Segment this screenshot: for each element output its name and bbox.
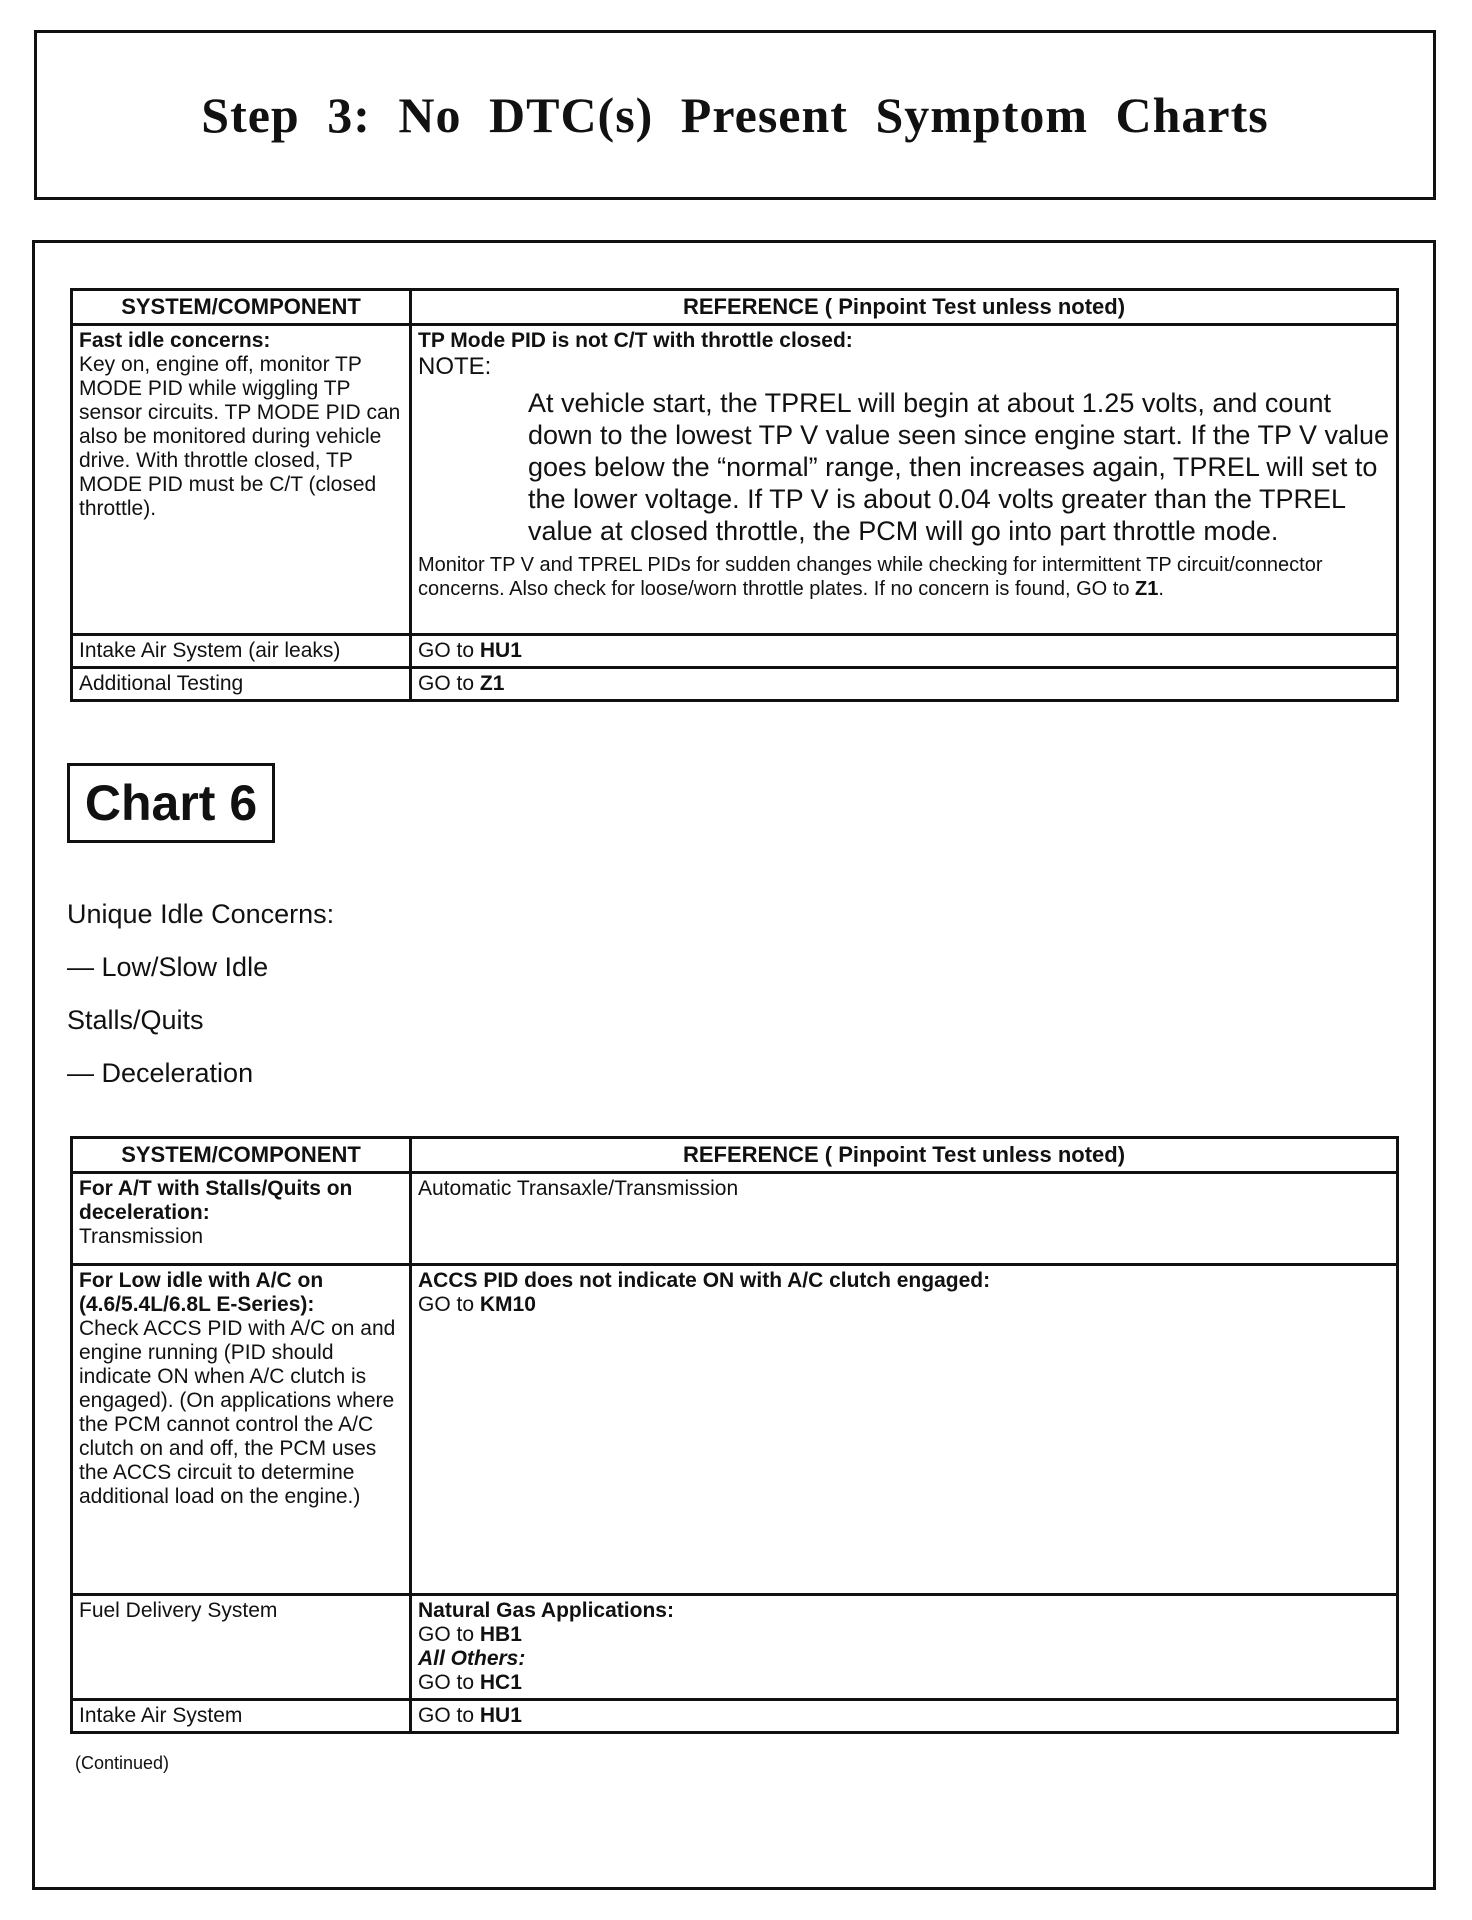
system-title: For Low idle with A/C on (4.6/5.4L/6.8L E-Series): xyxy=(79,1269,324,1316)
system-text: Key on, engine off, monitor TP MODE PID while wiggling TP sensor circuits. TP MODE PID can also be monitored during vehicle drive. With throttle closed, TP MODE PID must be C/T (closed throttle). xyxy=(79,353,401,520)
table-header-row xyxy=(72,1138,1398,1173)
system-cell xyxy=(72,325,411,635)
reference-code: HU1 xyxy=(479,1704,522,1727)
table-row xyxy=(72,668,1398,701)
reference-code: Z1 xyxy=(1135,578,1159,600)
table-header-row xyxy=(72,290,1398,325)
system-cell xyxy=(72,1265,411,1595)
symptom-table-1 xyxy=(70,288,1399,702)
go-to-text: GO to xyxy=(418,1293,475,1316)
column-header-reference: REFERENCE ( Pinpoint Test unless noted) xyxy=(411,1138,1398,1173)
chart-heading: Chart 6 xyxy=(67,763,275,843)
symptom-table-2 xyxy=(70,1136,1399,1734)
go-to-text: GO to xyxy=(418,1704,475,1727)
content-box xyxy=(32,240,1436,1890)
system-cell: Intake Air System (air leaks) xyxy=(72,635,411,668)
go-to-text: GO to xyxy=(418,1623,475,1646)
table-row xyxy=(72,1595,1398,1700)
system-title: Fast idle concerns: xyxy=(79,329,271,352)
continued-note: (Continued) xyxy=(75,1753,170,1773)
system-cell: Additional Testing xyxy=(72,668,411,701)
concern-item: — Low/Slow Idle xyxy=(67,952,269,982)
reference-cell xyxy=(411,668,1398,701)
system-title: For A/T with Stalls/Quits on deceleration: xyxy=(79,1177,353,1224)
column-header-system: SYSTEM/COMPONENT xyxy=(72,290,411,325)
go-to-text: GO to xyxy=(418,1671,475,1694)
reference-code: HC1 xyxy=(479,1671,522,1694)
concern-item: Stalls/Quits xyxy=(67,1005,204,1035)
reference-text xyxy=(418,553,1390,601)
reference-title: TP Mode PID is not C/T with throttle closed: xyxy=(418,329,853,352)
reference-code: Z1 xyxy=(479,672,505,695)
table-row xyxy=(72,635,1398,668)
reference-title: ACCS PID does not indicate ON with A/C clutch engaged: xyxy=(418,1269,991,1292)
note-body: At vehicle start, the TPREL will begin at about 1.25 volts, and count down to the lowest TP V value seen since engine start. If the TP V value goes below the “normal” range, then increases again, TPREL will set to the lower voltage. If TP V is about 0.04 volts greater than the TPREL value at closed throttle, the PCM will go into part throttle mode. xyxy=(528,388,1390,546)
reference-cell: Automatic Transaxle/Transmission xyxy=(411,1173,1398,1265)
reference-title: Natural Gas Applications: xyxy=(418,1599,674,1622)
table-row xyxy=(72,1265,1398,1595)
reference-text-body: Monitor TP V and TPREL PIDs for sudden changes while checking for intermittent TP circuit/connector concerns. Also check for loose/worn throttle plates. If no concern is found, GO to xyxy=(418,554,1323,600)
table-row xyxy=(72,325,1398,635)
note-label: NOTE: xyxy=(418,353,492,380)
system-cell: Intake Air System xyxy=(72,1700,411,1733)
reference-cell xyxy=(411,1265,1398,1595)
system-cell: Fuel Delivery System xyxy=(72,1595,411,1700)
concern-heading: Unique Idle Concerns: xyxy=(67,899,335,929)
page-title: Step 3: No DTC(s) Present Symptom Charts xyxy=(201,87,1269,143)
reference-title: All Others: xyxy=(418,1647,526,1670)
reference-text-end: . xyxy=(1158,578,1164,600)
title-box xyxy=(34,30,1436,200)
reference-cell xyxy=(411,1595,1398,1700)
go-to-text: GO to xyxy=(418,639,475,662)
table-row xyxy=(72,1700,1398,1733)
concern-item: — Deceleration xyxy=(67,1058,254,1088)
reference-code: HB1 xyxy=(479,1623,522,1646)
reference-cell xyxy=(411,635,1398,668)
column-header-system: SYSTEM/COMPONENT xyxy=(72,1138,411,1173)
table-row xyxy=(72,1173,1398,1265)
system-text: Transmission xyxy=(79,1225,204,1248)
reference-code: HU1 xyxy=(479,639,522,662)
system-text: Check ACCS PID with A/C on and engine running (PID should indicate ON when A/C clutch is engaged). (On applications where the PCM cannot control the A/C clutch on and off, the PCM uses the ACCS circuit to determine additional load on the engine.) xyxy=(79,1317,396,1508)
system-cell xyxy=(72,1173,411,1265)
reference-cell xyxy=(411,1700,1398,1733)
reference-code: KM10 xyxy=(479,1293,536,1316)
go-to-text: GO to xyxy=(418,672,475,695)
column-header-reference: REFERENCE ( Pinpoint Test unless noted) xyxy=(411,290,1398,325)
reference-cell xyxy=(411,325,1398,635)
